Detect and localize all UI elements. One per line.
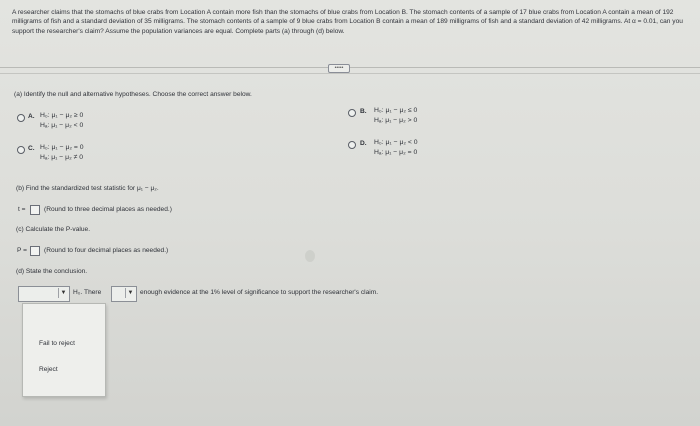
decision-select[interactable] xyxy=(18,286,70,302)
evidence-select[interactable] xyxy=(111,286,137,302)
option-b-h0: H₀: μ₁ − μ₂ ≤ 0 xyxy=(374,107,418,114)
problem-statement: A researcher claims that the stomachs of blue crabs from Location A contain more fish than the stomachs of blue crabs from Location B. The stomach contents of a sample of 17 blue crabs from Location A contain a mean of 192 milligrams of fish and a standard deviation of 35 milligrams. The stomach contents of a sample of 9 blue crabs from Location B contain a mean of 189 milligrams of fish and a standard deviation of 42 milligrams. At α = 0.01, can you support the researcher's claim? Assume the population variances are equal. Complete parts (a) through (d) below. xyxy=(12,9,683,35)
option-c-radio[interactable] xyxy=(17,146,25,154)
dropdown-option-fail-to-reject[interactable]: Fail to reject xyxy=(39,340,75,347)
option-d-letter: D. xyxy=(360,140,367,147)
screen-smudge xyxy=(305,250,315,262)
p-value-input[interactable] xyxy=(30,246,40,256)
option-a-h0: H₀: μ₁ − μ₂ ≥ 0 xyxy=(40,112,84,119)
option-a-ha: Hₐ: μ₁ − μ₂ < 0 xyxy=(40,122,84,129)
divider-bottom xyxy=(0,73,700,74)
p-label: P = xyxy=(17,247,27,254)
decision-dropdown xyxy=(22,303,106,397)
option-a-radio[interactable] xyxy=(17,114,25,122)
option-c-h0: H₀: μ₁ − μ₂ = 0 xyxy=(40,144,84,151)
t-hint: (Round to three decimal places as needed.) xyxy=(44,206,172,213)
option-a-letter: A. xyxy=(28,113,35,120)
option-d-ha: Hₐ: μ₁ − μ₂ = 0 xyxy=(374,149,418,156)
t-stat-input[interactable] xyxy=(30,205,40,215)
part-d-prompt: (d) State the conclusion. xyxy=(16,268,88,275)
option-b-letter: B. xyxy=(360,108,367,115)
option-d-radio[interactable] xyxy=(348,141,356,149)
part-b-prompt: (b) Find the standardized test statistic for μ₁ − μ₂. xyxy=(16,185,159,192)
part-a-prompt: (a) Identify the null and alternative hypotheses. Choose the correct answer below. xyxy=(14,91,252,98)
option-b-ha: Hₐ: μ₁ − μ₂ > 0 xyxy=(374,117,418,124)
p-hint: (Round to four decimal places as needed.) xyxy=(44,247,169,254)
more-button[interactable]: ••••• xyxy=(328,64,350,73)
t-label: t = xyxy=(18,206,26,213)
option-c-letter: C. xyxy=(28,145,35,152)
part-c-prompt: (c) Calculate the P-value. xyxy=(16,226,91,233)
dropdown-option-reject[interactable]: Reject xyxy=(39,366,58,373)
option-b-radio[interactable] xyxy=(348,109,356,117)
chevron-down-icon: ▼ xyxy=(125,288,135,298)
conclusion-text: enough evidence at the 1% level of significance to support the researcher's claim. xyxy=(140,289,379,296)
option-d-h0: H₀: μ₁ − μ₂ < 0 xyxy=(374,139,418,146)
divider-top xyxy=(0,67,700,68)
option-c-ha: Hₐ: μ₁ − μ₂ ≠ 0 xyxy=(40,154,84,161)
chevron-down-icon: ▼ xyxy=(58,288,68,298)
h0-there-text: H₀. There xyxy=(73,289,102,296)
